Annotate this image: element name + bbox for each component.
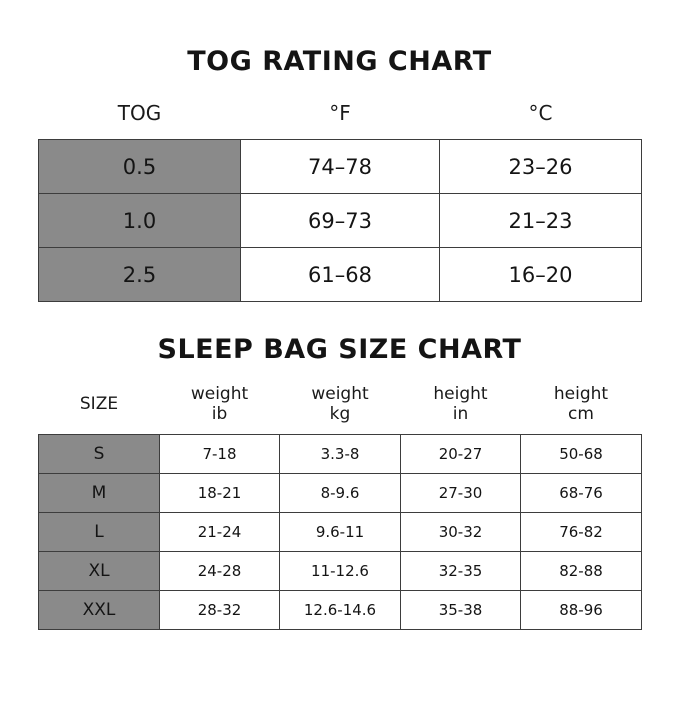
size-cell-height-cm: 68-76 (521, 474, 642, 513)
tog-cell-rating: 1.0 (39, 194, 241, 248)
sleep-bag-size-table (38, 385, 642, 630)
tog-cell-rating: 0.5 (39, 140, 241, 194)
tog-cell-fahrenheit: 61–68 (241, 248, 440, 302)
size-header-weight-kg-line2: kg (329, 403, 351, 424)
size-header-height-cm-line2: cm (568, 403, 594, 424)
size-cell-weight-kg: 9.6-11 (280, 513, 401, 552)
tog-cell-celsius: 21–23 (440, 194, 642, 248)
size-cell-height-cm: 76-82 (521, 513, 642, 552)
size-cell-weight-kg: 11-12.6 (280, 552, 401, 591)
size-cell-height-in: 20-27 (401, 435, 521, 474)
size-cell-height-cm: 50-68 (521, 435, 642, 474)
size-cell-weight-kg: 3.3-8 (280, 435, 401, 474)
table-row (39, 435, 642, 474)
tog-cell-rating: 2.5 (39, 248, 241, 302)
size-cell-weight-lb: 24-28 (160, 552, 280, 591)
tog-header-tog: TOG (117, 101, 162, 125)
size-header-weight-kg-line1: weight (311, 384, 369, 404)
size-cell-weight-lb: 18-21 (160, 474, 280, 513)
size-cell-height-in: 30-32 (401, 513, 521, 552)
size-header-row (39, 385, 642, 435)
table-row (39, 552, 642, 591)
size-cell-height-cm: 88-96 (521, 591, 642, 630)
tog-chart-title: TOG RATING CHART (187, 46, 492, 77)
tog-cell-fahrenheit: 69–73 (241, 194, 440, 248)
size-header-height-in (401, 385, 521, 435)
tog-cell-celsius: 23–26 (440, 140, 642, 194)
size-cell-size: XXL (39, 591, 160, 630)
tog-rating-table (38, 101, 642, 302)
size-header-height-in-line1: height (433, 384, 488, 404)
size-cell-size: L (39, 513, 160, 552)
size-header-weight-lb-line2: ib (211, 403, 228, 424)
size-cell-size: XL (39, 552, 160, 591)
size-header-weight-lb-line1: weight (190, 384, 249, 404)
size-cell-height-cm: 82-88 (521, 552, 642, 591)
size-cell-weight-lb: 21-24 (160, 513, 280, 552)
size-chart-title: SLEEP BAG SIZE CHART (157, 334, 522, 365)
size-cell-size: S (39, 435, 160, 474)
size-header-size (39, 385, 160, 435)
size-chart-container (0, 385, 679, 630)
size-header-size-line1: SIZE (79, 393, 119, 414)
size-cell-height-in: 32-35 (401, 552, 521, 591)
size-header-height-cm-line1: height (553, 384, 609, 404)
size-header-weight-lb (160, 385, 280, 435)
tog-header-row (39, 101, 642, 140)
size-cell-weight-lb: 7-18 (160, 435, 280, 474)
tog-and-size-chart-page (0, 46, 679, 725)
tog-cell-celsius: 16–20 (440, 248, 642, 302)
size-header-height-in-line2: in (452, 403, 469, 424)
tog-header-fahrenheit: °F (329, 101, 351, 125)
table-row (39, 140, 642, 194)
table-row (39, 194, 642, 248)
size-header-weight-kg (280, 385, 401, 435)
table-row (39, 474, 642, 513)
size-cell-weight-kg: 8-9.6 (280, 474, 401, 513)
size-cell-height-in: 27-30 (401, 474, 521, 513)
table-row (39, 591, 642, 630)
table-row (39, 248, 642, 302)
tog-chart-container (0, 101, 679, 302)
table-row (39, 513, 642, 552)
size-cell-height-in: 35-38 (401, 591, 521, 630)
size-cell-weight-lb: 28-32 (160, 591, 280, 630)
size-cell-weight-kg: 12.6-14.6 (280, 591, 401, 630)
size-header-height-cm (521, 385, 642, 435)
tog-cell-fahrenheit: 74–78 (241, 140, 440, 194)
size-cell-size: M (39, 474, 160, 513)
tog-header-celsius: °C (528, 101, 553, 125)
